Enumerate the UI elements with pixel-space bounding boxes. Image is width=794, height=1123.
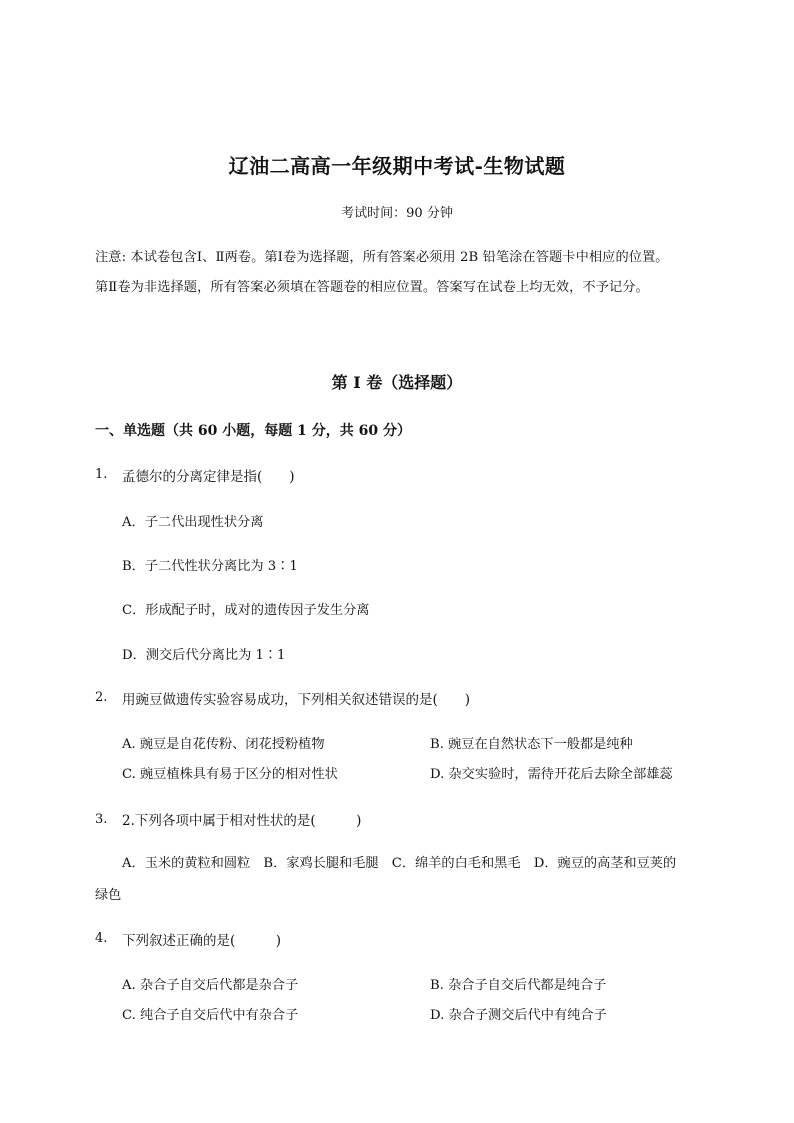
option-a: A. 豌豆是自花传粉、闭花授粉植物 xyxy=(122,737,325,752)
question-number: 2. xyxy=(95,690,108,705)
question-text: 2.下列各项中属于相对性状的是( ) xyxy=(122,813,362,829)
option-a: A．子二代出现性状分离 xyxy=(122,515,264,530)
option-d: D．测交后代分离比为 1∶1 xyxy=(122,648,286,663)
question-text: 下列叙述正确的是( ) xyxy=(122,933,282,949)
notice-line-2: 第Ⅱ卷为非选择题，所有答案必须填在答题卷的相应位置。答案写在试卷上均无效，不予记分。 xyxy=(95,280,649,295)
section-title: 一、单选题（共 60 小题，每题 1 分，共 60 分） xyxy=(95,423,411,439)
notice-line-1: 注意: 本试卷包含Ⅰ、Ⅱ两卷。第Ⅰ卷为选择题，所有答案必须用 2B 铅笔涂在答题卡中相应的位置。 xyxy=(95,250,669,265)
option-b: B. 杂合子自交后代都是纯合子 xyxy=(430,978,607,993)
question-text: 用豌豆做遗传实验容易成功，下列相关叙述错误的是( ) xyxy=(122,692,471,708)
question-number: 4. xyxy=(95,931,108,946)
option-b: B. 豌豆在自然状态下一般都是纯种 xyxy=(430,737,633,752)
question-number: 3. xyxy=(95,812,108,827)
part-1-title: 第 I 卷（选择题） xyxy=(331,373,463,392)
option-c: C．形成配子时，成对的遗传因子发生分离 xyxy=(122,603,370,618)
option-d: D. 杂合子测交后代中有纯合子 xyxy=(430,1008,607,1023)
option-a: A. 杂合子自交后代都是杂合子 xyxy=(122,978,299,993)
option-d: D. 杂交实验时，需待开花后去除全部雄蕊 xyxy=(430,767,673,782)
exam-time: 考试时间：90 分钟 xyxy=(341,206,453,221)
options-line: A．玉米的黄粒和圆粒 B．家鸡长腿和毛腿 C．绵羊的白毛和黑毛 D．豌豆的高茎和豆荚的 xyxy=(122,856,677,871)
question-text: 孟德尔的分离定律是指( ) xyxy=(122,469,295,485)
option-c: C. 豌豆植株具有易于区分的相对性状 xyxy=(122,767,338,782)
options-wrap: 绿色 xyxy=(95,888,122,903)
exam-title: 辽油二高高一年级期中考试-生物试题 xyxy=(228,154,566,178)
option-b: B．子二代性状分离比为 3∶1 xyxy=(122,559,298,574)
option-c: C. 纯合子自交后代中有杂合子 xyxy=(122,1008,299,1023)
question-number: 1. xyxy=(95,467,108,482)
